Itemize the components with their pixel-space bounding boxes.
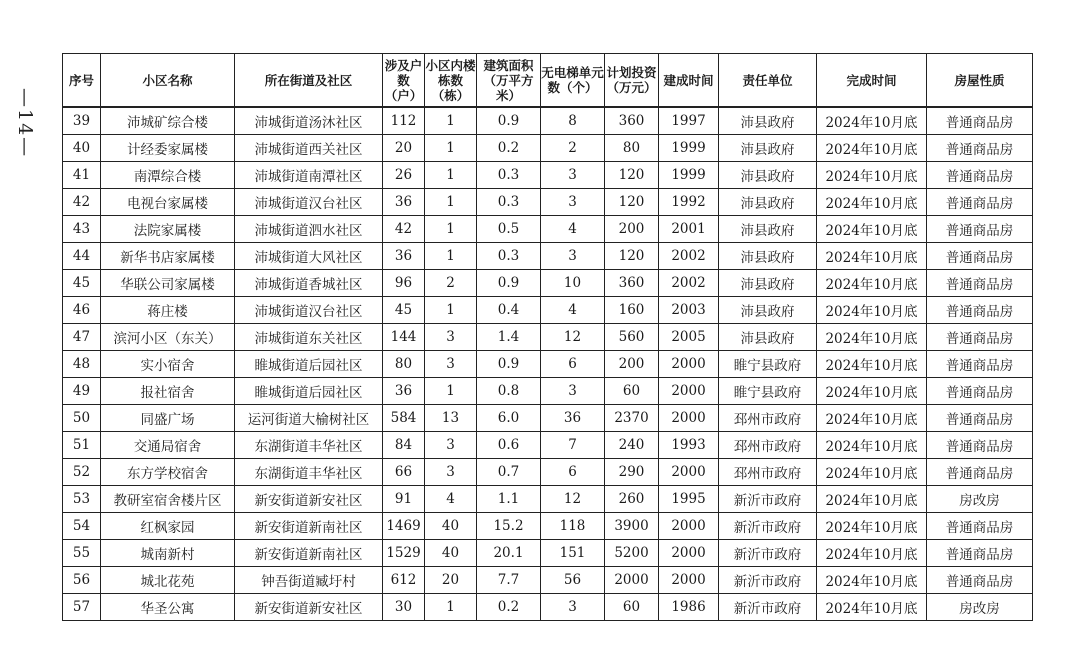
cell-housing-type: 普通商品房 (927, 243, 1033, 270)
cell-planned-investment: 560 (605, 324, 659, 351)
cell-housing-type: 普通商品房 (927, 405, 1033, 432)
cell-responsible-unit: 新沂市政府 (719, 486, 817, 513)
cell-community-name: 蒋庄楼 (101, 297, 235, 324)
cell-seq-no: 49 (63, 378, 101, 405)
cell-households: 66 (383, 459, 425, 486)
cell-build-year: 1995 (659, 486, 719, 513)
cell-floor-area: 0.5 (477, 216, 541, 243)
cell-units-without-elevator: 6 (541, 351, 605, 378)
cell-housing-type: 普通商品房 (927, 432, 1033, 459)
cell-building-count: 2 (425, 270, 477, 297)
cell-community-name: 交通局宿舍 (101, 432, 235, 459)
cell-community-name: 教研室宿舍楼片区 (101, 486, 235, 513)
cell-completion-time: 2024年10月底 (817, 216, 927, 243)
cell-community-name: 新华书店家属楼 (101, 243, 235, 270)
cell-housing-type: 普通商品房 (927, 270, 1033, 297)
cell-building-count: 4 (425, 486, 477, 513)
cell-planned-investment: 200 (605, 216, 659, 243)
cell-households: 80 (383, 351, 425, 378)
cell-street-community: 新安街道新南社区 (235, 513, 383, 540)
cell-seq-no: 40 (63, 135, 101, 162)
cell-seq-no: 55 (63, 540, 101, 567)
cell-planned-investment: 120 (605, 162, 659, 189)
cell-build-year: 2003 (659, 297, 719, 324)
cell-planned-investment: 260 (605, 486, 659, 513)
cell-completion-time: 2024年10月底 (817, 162, 927, 189)
cell-building-count: 40 (425, 540, 477, 567)
cell-housing-type: 普通商品房 (927, 540, 1033, 567)
cell-responsible-unit: 新沂市政府 (719, 567, 817, 594)
cell-build-year: 2000 (659, 540, 719, 567)
table-row (63, 405, 1033, 432)
cell-street-community: 睢城街道后园社区 (235, 378, 383, 405)
cell-responsible-unit: 沛县政府 (719, 216, 817, 243)
cell-community-name: 城北花苑 (101, 567, 235, 594)
cell-households: 30 (383, 594, 425, 621)
cell-units-without-elevator: 36 (541, 405, 605, 432)
cell-units-without-elevator: 56 (541, 567, 605, 594)
cell-units-without-elevator: 4 (541, 216, 605, 243)
cell-completion-time: 2024年10月底 (817, 459, 927, 486)
cell-building-count: 1 (425, 162, 477, 189)
cell-building-count: 1 (425, 243, 477, 270)
cell-floor-area: 0.7 (477, 459, 541, 486)
cell-seq-no: 57 (63, 594, 101, 621)
cell-community-name: 红枫家园 (101, 513, 235, 540)
column-header-building-count: 小区内楼栋数（栋） (425, 54, 477, 108)
cell-community-name: 华联公司家属楼 (101, 270, 235, 297)
cell-floor-area: 15.2 (477, 513, 541, 540)
column-header-completion-time: 完成时间 (817, 54, 927, 108)
column-header-responsible-unit: 责任单位 (719, 54, 817, 108)
cell-housing-type: 普通商品房 (927, 567, 1033, 594)
cell-households: 36 (383, 378, 425, 405)
cell-community-name: 法院家属楼 (101, 216, 235, 243)
cell-units-without-elevator: 118 (541, 513, 605, 540)
cell-build-year: 2001 (659, 216, 719, 243)
table-row (63, 351, 1033, 378)
cell-building-count: 40 (425, 513, 477, 540)
cell-completion-time: 2024年10月底 (817, 107, 927, 135)
cell-housing-type: 普通商品房 (927, 324, 1033, 351)
cell-building-count: 1 (425, 107, 477, 135)
cell-housing-type: 普通商品房 (927, 107, 1033, 135)
cell-community-name: 南潭综合楼 (101, 162, 235, 189)
cell-responsible-unit: 睢宁县政府 (719, 378, 817, 405)
cell-housing-type: 普通商品房 (927, 297, 1033, 324)
cell-floor-area: 0.6 (477, 432, 541, 459)
cell-floor-area: 20.1 (477, 540, 541, 567)
column-header-planned-investment: 计划投资（万元） (605, 54, 659, 108)
cell-responsible-unit: 沛县政府 (719, 243, 817, 270)
table-row (63, 270, 1033, 297)
cell-units-without-elevator: 3 (541, 378, 605, 405)
cell-street-community: 沛城街道泗水社区 (235, 216, 383, 243)
cell-housing-type: 普通商品房 (927, 135, 1033, 162)
column-header-street-community: 所在街道及社区 (235, 54, 383, 108)
cell-planned-investment: 2000 (605, 567, 659, 594)
cell-seq-no: 39 (63, 107, 101, 135)
cell-households: 612 (383, 567, 425, 594)
cell-floor-area: 0.3 (477, 189, 541, 216)
cell-floor-area: 7.7 (477, 567, 541, 594)
table-header-row (63, 54, 1033, 108)
cell-build-year: 1999 (659, 162, 719, 189)
cell-housing-type: 普通商品房 (927, 162, 1033, 189)
cell-households: 20 (383, 135, 425, 162)
cell-planned-investment: 2370 (605, 405, 659, 432)
cell-community-name: 滨河小区（东关） (101, 324, 235, 351)
cell-completion-time: 2024年10月底 (817, 243, 927, 270)
cell-responsible-unit: 沛县政府 (719, 135, 817, 162)
cell-responsible-unit: 邳州市政府 (719, 459, 817, 486)
table-row (63, 486, 1033, 513)
cell-build-year: 2002 (659, 270, 719, 297)
cell-seq-no: 54 (63, 513, 101, 540)
table-row (63, 107, 1033, 135)
cell-floor-area: 0.3 (477, 162, 541, 189)
cell-housing-type: 普通商品房 (927, 459, 1033, 486)
cell-seq-no: 44 (63, 243, 101, 270)
cell-responsible-unit: 邳州市政府 (719, 432, 817, 459)
cell-completion-time: 2024年10月底 (817, 351, 927, 378)
cell-build-year: 1993 (659, 432, 719, 459)
cell-build-year: 2005 (659, 324, 719, 351)
cell-completion-time: 2024年10月底 (817, 135, 927, 162)
cell-building-count: 1 (425, 297, 477, 324)
cell-seq-no: 43 (63, 216, 101, 243)
cell-floor-area: 6.0 (477, 405, 541, 432)
cell-units-without-elevator: 12 (541, 324, 605, 351)
cell-street-community: 新安街道新安社区 (235, 486, 383, 513)
cell-seq-no: 45 (63, 270, 101, 297)
cell-build-year: 2000 (659, 567, 719, 594)
cell-responsible-unit: 沛县政府 (719, 107, 817, 135)
cell-community-name: 同盛广场 (101, 405, 235, 432)
cell-responsible-unit: 新沂市政府 (719, 513, 817, 540)
cell-community-name: 华圣公寓 (101, 594, 235, 621)
cell-seq-no: 41 (63, 162, 101, 189)
column-header-community-name: 小区名称 (101, 54, 235, 108)
cell-planned-investment: 360 (605, 270, 659, 297)
cell-households: 84 (383, 432, 425, 459)
cell-responsible-unit: 新沂市政府 (719, 594, 817, 621)
cell-households: 584 (383, 405, 425, 432)
cell-planned-investment: 160 (605, 297, 659, 324)
cell-households: 91 (383, 486, 425, 513)
cell-units-without-elevator: 6 (541, 459, 605, 486)
cell-households: 1469 (383, 513, 425, 540)
cell-planned-investment: 3900 (605, 513, 659, 540)
cell-units-without-elevator: 8 (541, 107, 605, 135)
table-row (63, 324, 1033, 351)
cell-responsible-unit: 沛县政府 (719, 162, 817, 189)
cell-completion-time: 2024年10月底 (817, 189, 927, 216)
cell-community-name: 报社宿舍 (101, 378, 235, 405)
cell-build-year: 2000 (659, 378, 719, 405)
cell-units-without-elevator: 3 (541, 594, 605, 621)
cell-build-year: 2000 (659, 513, 719, 540)
cell-building-count: 3 (425, 324, 477, 351)
cell-street-community: 沛城街道汉台社区 (235, 189, 383, 216)
cell-seq-no: 42 (63, 189, 101, 216)
cell-units-without-elevator: 3 (541, 243, 605, 270)
cell-households: 26 (383, 162, 425, 189)
cell-households: 1529 (383, 540, 425, 567)
cell-responsible-unit: 邳州市政府 (719, 405, 817, 432)
table-row (63, 378, 1033, 405)
table-body (63, 107, 1033, 621)
cell-units-without-elevator: 3 (541, 162, 605, 189)
cell-street-community: 新安街道新安社区 (235, 594, 383, 621)
cell-responsible-unit: 新沂市政府 (719, 540, 817, 567)
cell-street-community: 睢城街道后园社区 (235, 351, 383, 378)
cell-street-community: 沛城街道汤沐社区 (235, 107, 383, 135)
cell-completion-time: 2024年10月底 (817, 540, 927, 567)
cell-housing-type: 普通商品房 (927, 351, 1033, 378)
cell-community-name: 东方学校宿舍 (101, 459, 235, 486)
cell-units-without-elevator: 12 (541, 486, 605, 513)
cell-build-year: 1986 (659, 594, 719, 621)
cell-floor-area: 0.9 (477, 270, 541, 297)
cell-completion-time: 2024年10月底 (817, 405, 927, 432)
cell-units-without-elevator: 3 (541, 189, 605, 216)
cell-responsible-unit: 沛县政府 (719, 297, 817, 324)
cell-community-name: 城南新村 (101, 540, 235, 567)
cell-planned-investment: 5200 (605, 540, 659, 567)
cell-seq-no: 50 (63, 405, 101, 432)
cell-seq-no: 56 (63, 567, 101, 594)
column-header-build-year: 建成时间 (659, 54, 719, 108)
cell-housing-type: 普通商品房 (927, 216, 1033, 243)
cell-responsible-unit: 沛县政府 (719, 324, 817, 351)
cell-build-year: 1992 (659, 189, 719, 216)
cell-build-year: 2000 (659, 405, 719, 432)
cell-responsible-unit: 沛县政府 (719, 189, 817, 216)
table-row (63, 513, 1033, 540)
cell-planned-investment: 240 (605, 432, 659, 459)
cell-street-community: 沛城街道东关社区 (235, 324, 383, 351)
cell-floor-area: 0.8 (477, 378, 541, 405)
cell-street-community: 运河街道大榆树社区 (235, 405, 383, 432)
cell-floor-area: 0.2 (477, 594, 541, 621)
cell-building-count: 3 (425, 351, 477, 378)
cell-floor-area: 1.4 (477, 324, 541, 351)
cell-street-community: 新安街道新南社区 (235, 540, 383, 567)
cell-completion-time: 2024年10月底 (817, 297, 927, 324)
cell-street-community: 钟吾街道臧圩村 (235, 567, 383, 594)
cell-planned-investment: 60 (605, 378, 659, 405)
cell-community-name: 电视台家属楼 (101, 189, 235, 216)
cell-planned-investment: 80 (605, 135, 659, 162)
table-row (63, 459, 1033, 486)
table-row (63, 216, 1033, 243)
column-header-floor-area: 建筑面积（万平方米） (477, 54, 541, 108)
cell-households: 36 (383, 243, 425, 270)
cell-housing-type: 普通商品房 (927, 378, 1033, 405)
cell-households: 96 (383, 270, 425, 297)
cell-build-year: 1997 (659, 107, 719, 135)
cell-households: 42 (383, 216, 425, 243)
column-header-housing-type: 房屋性质 (927, 54, 1033, 108)
cell-seq-no: 46 (63, 297, 101, 324)
cell-build-year: 2000 (659, 351, 719, 378)
cell-build-year: 1999 (659, 135, 719, 162)
cell-building-count: 1 (425, 189, 477, 216)
cell-building-count: 1 (425, 216, 477, 243)
cell-responsible-unit: 沛县政府 (719, 270, 817, 297)
cell-community-name: 计经委家属楼 (101, 135, 235, 162)
cell-planned-investment: 120 (605, 243, 659, 270)
cell-households: 36 (383, 189, 425, 216)
table-row (63, 189, 1033, 216)
cell-planned-investment: 200 (605, 351, 659, 378)
table-row (63, 540, 1033, 567)
cell-building-count: 3 (425, 459, 477, 486)
cell-build-year: 2000 (659, 459, 719, 486)
cell-completion-time: 2024年10月底 (817, 486, 927, 513)
cell-building-count: 1 (425, 594, 477, 621)
cell-completion-time: 2024年10月底 (817, 513, 927, 540)
cell-housing-type: 普通商品房 (927, 189, 1033, 216)
cell-housing-type: 普通商品房 (927, 513, 1033, 540)
cell-units-without-elevator: 10 (541, 270, 605, 297)
table-row (63, 567, 1033, 594)
cell-building-count: 13 (425, 405, 477, 432)
cell-street-community: 沛城街道香城社区 (235, 270, 383, 297)
cell-planned-investment: 120 (605, 189, 659, 216)
column-header-seq-no: 序号 (63, 54, 101, 108)
cell-community-name: 沛城矿综合楼 (101, 107, 235, 135)
cell-floor-area: 0.2 (477, 135, 541, 162)
table-row (63, 162, 1033, 189)
table-row (63, 432, 1033, 459)
cell-community-name: 实小宿舍 (101, 351, 235, 378)
table-row (63, 594, 1033, 621)
cell-building-count: 3 (425, 432, 477, 459)
cell-floor-area: 1.1 (477, 486, 541, 513)
cell-build-year: 2002 (659, 243, 719, 270)
page-number: —14— (14, 88, 36, 159)
cell-completion-time: 2024年10月底 (817, 567, 927, 594)
cell-street-community: 东湖街道丰华社区 (235, 432, 383, 459)
cell-street-community: 沛城街道大风社区 (235, 243, 383, 270)
cell-households: 112 (383, 107, 425, 135)
cell-seq-no: 48 (63, 351, 101, 378)
cell-housing-type: 房改房 (927, 486, 1033, 513)
cell-planned-investment: 360 (605, 107, 659, 135)
cell-street-community: 东湖街道丰华社区 (235, 459, 383, 486)
cell-households: 144 (383, 324, 425, 351)
renovation-table (62, 53, 1033, 621)
cell-completion-time: 2024年10月底 (817, 324, 927, 351)
cell-completion-time: 2024年10月底 (817, 432, 927, 459)
table-row (63, 297, 1033, 324)
cell-floor-area: 0.9 (477, 351, 541, 378)
cell-housing-type: 房改房 (927, 594, 1033, 621)
column-header-units-without-elevator: 无电梯单元数（个） (541, 54, 605, 108)
cell-units-without-elevator: 151 (541, 540, 605, 567)
cell-floor-area: 0.3 (477, 243, 541, 270)
cell-units-without-elevator: 2 (541, 135, 605, 162)
table-row (63, 243, 1033, 270)
cell-responsible-unit: 睢宁县政府 (719, 351, 817, 378)
cell-building-count: 20 (425, 567, 477, 594)
cell-planned-investment: 60 (605, 594, 659, 621)
cell-seq-no: 51 (63, 432, 101, 459)
cell-seq-no: 53 (63, 486, 101, 513)
cell-units-without-elevator: 4 (541, 297, 605, 324)
cell-street-community: 沛城街道西关社区 (235, 135, 383, 162)
cell-completion-time: 2024年10月底 (817, 594, 927, 621)
cell-seq-no: 52 (63, 459, 101, 486)
cell-completion-time: 2024年10月底 (817, 270, 927, 297)
cell-building-count: 1 (425, 378, 477, 405)
cell-planned-investment: 290 (605, 459, 659, 486)
column-header-households: 涉及户数（户） (383, 54, 425, 108)
table-row (63, 135, 1033, 162)
cell-units-without-elevator: 7 (541, 432, 605, 459)
cell-floor-area: 0.9 (477, 107, 541, 135)
cell-households: 45 (383, 297, 425, 324)
cell-floor-area: 0.4 (477, 297, 541, 324)
cell-street-community: 沛城街道汉台社区 (235, 297, 383, 324)
cell-building-count: 1 (425, 135, 477, 162)
cell-street-community: 沛城街道南潭社区 (235, 162, 383, 189)
cell-completion-time: 2024年10月底 (817, 378, 927, 405)
cell-seq-no: 47 (63, 324, 101, 351)
